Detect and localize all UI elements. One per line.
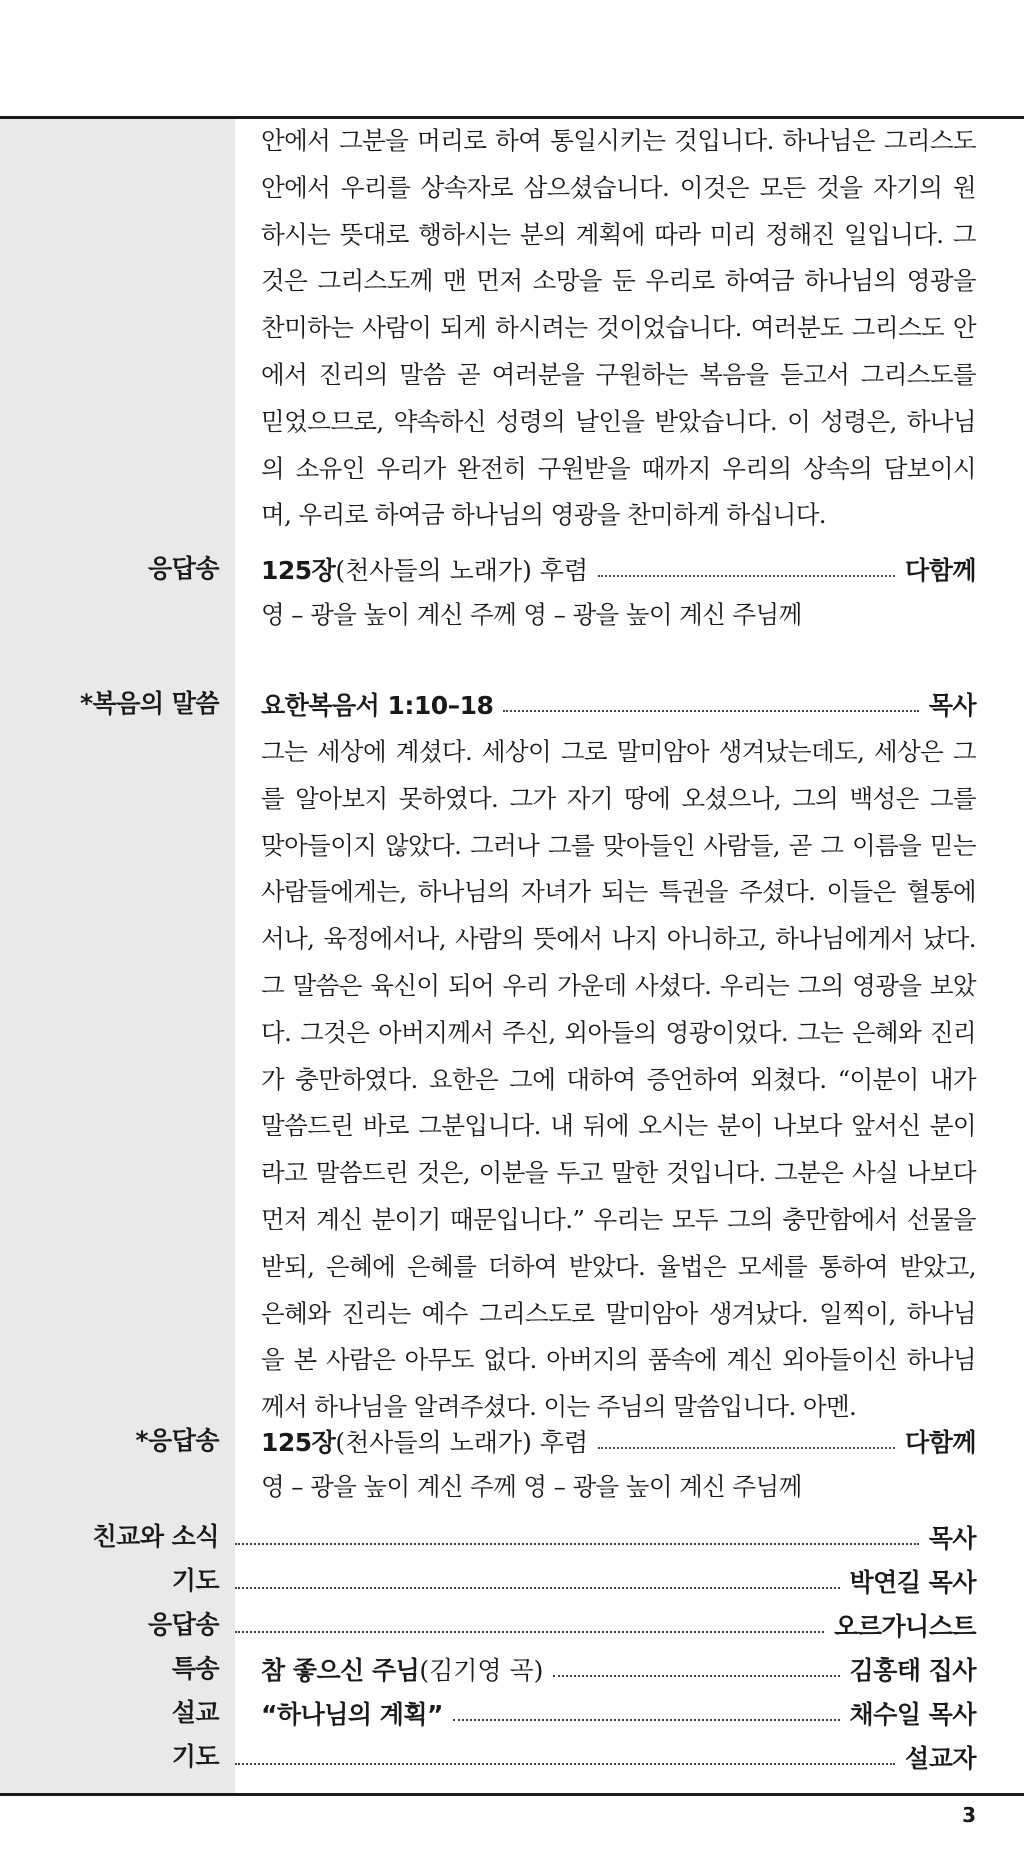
reading-line: 찬미하는 사람이 되게 하시려는 것이었습니다. 여러분도 그리스도 안 — [261, 313, 976, 343]
special-music-title — [261, 1651, 543, 1687]
gospel-text — [261, 729, 976, 1431]
hymn-number: 125장 — [261, 556, 336, 585]
special-music-entry — [261, 1646, 976, 1692]
response-hymn-row — [0, 1418, 1024, 1464]
dot-leader — [453, 1719, 840, 1721]
prayer-leader: 박연길 목사 — [849, 1568, 976, 1597]
response-hymn-entry — [261, 1418, 976, 1464]
hymn-number: 125장 — [261, 1428, 336, 1457]
special-music-label: 특송 — [171, 1654, 219, 1683]
gospel-line: 을 본 사람은 아무도 없다. 아버지의 품속에 계신 외아들이신 하나님 — [261, 1345, 976, 1375]
response-hymn-label: 응답송 — [148, 554, 219, 583]
gospel-line: 사람들에게는, 하나님의 자녀가 되는 특권을 주셨다. 이들은 혈통에 — [261, 877, 976, 907]
reading-continued-text — [261, 118, 976, 539]
special-music-leader: 김홍태 집사 — [849, 1656, 976, 1685]
gospel-line: 은혜와 진리는 예수 그리스도로 말미암아 생겨났다. 일찍이, 하나님 — [261, 1298, 976, 1328]
reading-line: 하시는 뜻대로 행하시는 분의 계획에 따라 미리 정해진 일입니다. 그 — [261, 219, 976, 249]
prayer-leader: 설교자 — [905, 1744, 976, 1773]
gospel-line: 그 말씀은 육신이 되어 우리 가운데 사셨다. 우리는 그의 영광을 보았 — [261, 970, 976, 1000]
response-hymn-entry — [261, 546, 976, 592]
response-hymn-row — [0, 546, 1024, 592]
sermon-row — [0, 1690, 1024, 1736]
gospel-reference: 요한복음서 1:10–18 — [261, 691, 494, 720]
reading-line: 며, 우리로 하여금 하나님의 영광을 찬미하게 하십니다. — [261, 500, 826, 530]
fellowship-row — [0, 1514, 1024, 1560]
sermon-title-text: “하나님의 계획” — [261, 1700, 443, 1729]
sermon-label: 설교 — [171, 1698, 219, 1727]
prayer-label: 기도 — [171, 1566, 219, 1595]
prayer-row — [0, 1734, 1024, 1780]
reading-line: 안에서 그분을 머리로 하여 통일시키는 것입니다. 하나님은 그리스도 — [261, 126, 976, 155]
response-hymn-lyric: 영 – 광을 높이 계신 주께 영 – 광을 높이 계신 주님께 — [261, 600, 802, 629]
fellowship-leader: 목사 — [928, 1524, 976, 1553]
gospel-line: 그는 세상에 계셨다. 세상이 그로 말미암아 생겨났는데도, 세상은 그 — [261, 737, 976, 766]
gospel-line: 말씀드린 바로 그분입니다. 내 뒤에 오시는 분이 나보다 앞서신 분이 — [261, 1111, 976, 1141]
gospel-row — [0, 681, 1024, 727]
response-organ-entry — [235, 1602, 976, 1648]
response-hymn-label: *응답송 — [135, 1426, 219, 1455]
gospel-line: 다. 그것은 아버지께서 주신, 외아들의 영광이었다. 그는 은혜와 진리 — [261, 1017, 976, 1047]
reading-line: 에서 진리의 말씀 곧 여러분을 구원하는 복음을 듣고서 그리스도를 — [261, 359, 976, 389]
dot-leader — [235, 1587, 840, 1589]
gospel-line: 맞아들이지 않았다. 그러나 그를 맞아들인 사람들, 곧 그 이름을 믿는 — [261, 830, 976, 860]
reading-line: 것은 그리스도께 맨 먼저 소망을 둔 우리로 하여금 하나님의 영광을 — [261, 266, 976, 296]
hymn-name: (천사들의 노래가) 후렴 — [335, 1428, 589, 1457]
dot-leader — [235, 1631, 824, 1633]
gospel-line: 라고 말씀드린 것은, 이분을 두고 말한 것입니다. 그분은 사실 나보다 — [261, 1158, 976, 1188]
bottom-rule — [0, 1793, 1024, 1796]
hymn-title — [261, 1423, 588, 1459]
gospel-line: 먼저 계신 분이기 때문입니다.” 우리는 모두 그의 충만함에서 선물을 — [261, 1204, 976, 1234]
reading-line: 믿었으므로, 약속하신 성령의 날인을 받았습니다. 이 성령은, 하나님 — [261, 406, 976, 436]
gospel-line: 받되, 은혜에 은혜를 더하여 받았다. 율법은 모세를 통하여 받았고, — [261, 1251, 976, 1281]
response-hymn-lyric: 영 – 광을 높이 계신 주께 영 – 광을 높이 계신 주님께 — [261, 1472, 802, 1501]
reading-line: 의 소유인 우리가 완전히 구원받을 때까지 우리의 상속의 담보이시 — [261, 453, 976, 483]
dot-leader — [235, 1543, 919, 1545]
sermon-entry — [261, 1690, 976, 1736]
sermon-leader: 채수일 목사 — [849, 1700, 976, 1729]
reading-line: 안에서 우리를 상속자로 삼으셨습니다. 이것은 모든 것을 자기의 원 — [261, 172, 976, 202]
gospel-line: 서나, 육정에서나, 사람의 뜻에서 나지 아니하고, 하나님에게서 났다. — [261, 924, 976, 954]
response-organ-label: 응답송 — [148, 1610, 219, 1639]
dot-leader — [503, 710, 918, 712]
gospel-label: *복음의 말씀 — [79, 689, 219, 718]
fellowship-entry — [235, 1514, 976, 1560]
gospel-entry — [261, 681, 976, 727]
hymn-name: (천사들의 노래가) 후렴 — [335, 556, 589, 585]
prayer-row — [0, 1558, 1024, 1604]
special-music-row — [0, 1646, 1024, 1692]
sermon-title — [261, 1695, 443, 1731]
prayer-entry — [235, 1558, 976, 1604]
gospel-line: 가 충만하였다. 요한은 그에 대하여 증언하여 외쳤다. “이분이 내가 — [261, 1064, 976, 1094]
dot-leader — [553, 1675, 839, 1677]
response-organ-leader: 오르가니스트 — [834, 1612, 976, 1641]
dot-leader — [598, 1447, 895, 1449]
prayer-entry — [235, 1734, 976, 1780]
hymn-title — [261, 551, 588, 587]
special-music-composer: (김기영 곡) — [419, 1656, 544, 1685]
dot-leader — [598, 575, 895, 577]
response-organ-row — [0, 1602, 1024, 1648]
page-number: 3 — [962, 1803, 976, 1827]
dot-leader — [235, 1763, 895, 1765]
gospel-title — [261, 686, 493, 722]
response-hymn-leader: 다함께 — [905, 1428, 976, 1457]
gospel-leader: 목사 — [928, 691, 976, 720]
prayer-label: 기도 — [171, 1742, 219, 1771]
gospel-line: 를 알아보지 못하였다. 그가 자기 땅에 오셨으나, 그의 백성은 그를 — [261, 783, 976, 813]
fellowship-label: 친교와 소식 — [92, 1522, 219, 1551]
response-hymn-leader: 다함께 — [905, 556, 976, 585]
special-music-name: 참 좋으신 주님 — [261, 1656, 420, 1685]
gospel-line: 께서 하나님을 알려주셨다. 이는 주님의 말씀입니다. 아멘. — [261, 1392, 857, 1422]
